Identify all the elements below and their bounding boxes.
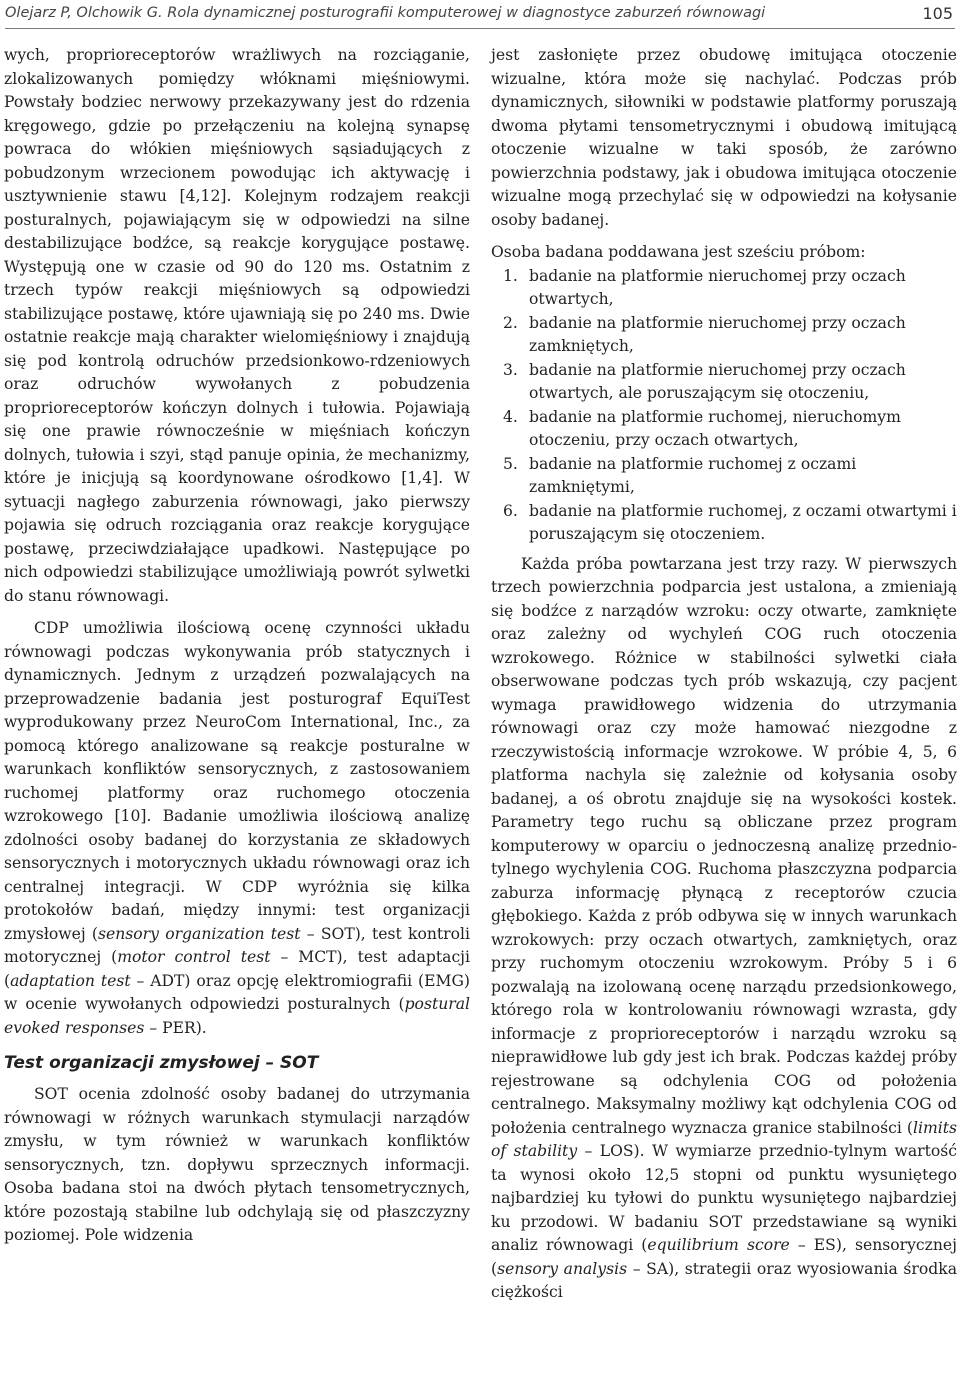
right-column [491, 44, 957, 1305]
text-run: – SOT), test kontroli motorycznej ( [4, 924, 470, 966]
text-run: – SA), strategii oraz wyosiowania środka ciężkości [491, 1259, 957, 1301]
list-text: badanie na platformie nieruchomej przy oczach otwartych, ale poruszającym się otoczeniu, [529, 360, 906, 402]
section-heading-sot: Test organizacji zmysłowej – SOT [4, 1053, 319, 1073]
list-item [491, 453, 957, 500]
list-item [491, 406, 957, 453]
text-run: – ES), sensorycznej ( [491, 1236, 957, 1278]
list-text: badanie na platformie nieruchomej przy oczach zamkniętych, [529, 313, 906, 355]
list-number: 6. [503, 501, 518, 520]
list-number: 2. [503, 313, 518, 332]
term-los: limits of stability [491, 1118, 957, 1160]
list-number: 3. [503, 360, 518, 379]
paragraph-postural-reactions: wych, proprioreceptorów wrażliwych na rozciąganie, zlokalizowanych pomiędzy włóknami mięśniowymi. Powstały bodziec nerwowy przekazywany jest do rdzenia kręgowego, gdzie po przełączeniu na kolejną synapsę powraca do włókien mięśniowych sąsiadujących z pobudzonym wrzecionem powodując ich aktywację i usztywnienie stawu [4,12]. Kolejnym rodzajem reakcji posturalnych, pojawiającym się w odpowiedzi na silne destabilizujące bodźce, są reakcje korygujące postawę. Występują one w czasie od 90 do 120 ms. Ostatnim z trzech typów reakcji mięśniowych są odpowiedzi stabilizujące postawę, które ujawniają się po 240 ms. Dwie ostatnie reakcje mają charakter wielomięśniowy i znajdują się pod kontrolą odruchów przedsionkowo-rdzeniowych oraz odruchów wywołanych z pobudzenia proprioreceptorów kończyn dolnych i tułowia. Pojawiają się one prawie równocześnie w mięśniach kończyn dolnych, tułowia i szyi, stąd panuje opinia, że mechanizmy, które je inicjują są koordynowane ośrodkowo [1,4]. W sytuacji nagłego zaburzenia równowagi, jako pierwszy pojawia się odruch rozciągania oraz reakcje korygujące postawę, przeciwdziałające upadkowi. Następujące po nich odpowiedzi stabilizujące umożliwiają powrót sylwetki do stanu równowagi. [4, 46, 470, 605]
running-title: Olejarz P, Olchowik G. Rola dynamicznej posturografii komputerowej w diagnostyce zaburzeń równowagi [5, 5, 766, 21]
list-number: 5. [503, 454, 518, 473]
term-mct: motor control test [117, 948, 271, 966]
list-item [491, 359, 957, 406]
term-per: postural evoked responses [4, 995, 470, 1037]
running-header [5, 4, 955, 29]
text-run: CDP umożliwia ilościową ocenę czynności układu równowagi podczas wykonywania prób statycznych i dynamicznych. Jednym z urządzeń pozwalających na przeprowadzenie badania jest posturograf EquiTest wyprodukowany przez NeuroCom International, Inc., za pomocą którego analizowane są reakcje posturalne w warunkach konfliktów sensorycznych, z zastosowaniem ruchomej platformy oraz ruchomego otoczenia wzrokowego [10]. Badanie umożliwia ilościową analizę zdolności osoby badanej do korzystania ze składowych sensorycznych i motorycznych układu równowagi oraz ich centralnej integracji. W CDP wyróżnia się kilka protokołów badań, między innymi: test organizacji zmysłowej ( [4, 619, 470, 943]
term-sa: sensory analysis [497, 1259, 628, 1278]
paragraph-cdp [4, 617, 470, 1040]
term-sot: sensory organization test [98, 924, 301, 943]
text-run: – ADT) oraz opcję elektromiografii (EMG) w ocenie wywołanych odpowiedzi posturalnych ( [4, 971, 470, 1013]
list-text: badanie na platformie ruchomej, z oczami otwartymi i poruszającym się otoczeniem. [529, 501, 957, 543]
text-run: – MCT), test adaptacji ( [4, 948, 470, 990]
text-run: – LOS). W wymiarze przednio-tylnym wartość ta wynosi około 12,5 stopni od punktu wysuniętego najbardziej ku tyłowi do punktu wysuniętego najbardziej ku przodowi. W badaniu SOT przedstawiane są wyniki analiz równowagi ( [491, 1142, 958, 1254]
list-number: 4. [503, 407, 518, 426]
list-text: badanie na platformie ruchomej z oczami zamkniętymi, [529, 454, 857, 496]
left-column [4, 44, 470, 1248]
list-text: badanie na platformie nieruchomej przy oczach otwartych, [529, 266, 906, 308]
list-item [491, 500, 957, 547]
text-run: Każda próba powtarzana jest trzy razy. W pierwszych trzech powierzchnia podparcia jest ustalona, a zmieniają się bodźce z narządów wzroku: oczy otwarte, zamknięte oraz zależny od wychyleń COG ruch otoczenia wzrokowego. Różnice w stabilności sylwetki ciała obserwowane podczas tych prób wskazują, czy pacjent wymaga prawidłowego widzenia do utrzymania równowagi oraz czy może hamować niezgodne z rzeczywistością informacje wzrokowe. W próbie 4, 5, 6 platforma nachyla się zależnie od kołysania osoby badanej, a oś obrotu znajduje się na wysokości kostek. Parametry tego ruchu są obliczane przez program komputerowy w oparciu o jednoczesną analizę przednio-tylnego wychylenia COG. Ruchoma płaszczyzna podparcia zaburza informację płynącą z receptorów czucia głębokiego. Każda z prób odbywa się w innych warunkach wzrokowych: przy oczach otwartych, zamkniętych, oraz przy ruchomym otoczeniu wzrokowym. Próby 5 i 6 pozwalają na izolowaną ocenę narządu przedsionkowego, którego rola w kontrolowaniu równowagi wzrasta, gdy informacje z proprioreceptorów i narządu wzroku są nieprawidłowe lub gdy jest ich brak. Podczas każdej próby rejestrowane są odchylenia COG od położenia centralnego. Maksymalny możliwy kąt odchylenia COG od położenia centralnego wyznacza granice stabilności ( [491, 554, 957, 1137]
list-item [491, 312, 957, 359]
text-run: – PER). [144, 1018, 207, 1037]
term-adt: adaptation test [10, 971, 131, 990]
list-item [491, 265, 957, 312]
page-number: 105 [922, 4, 953, 23]
list-text: badanie na platformie ruchomej, nieruchomym otoczeniu, przy oczach otwartych, [529, 407, 901, 449]
term-es: equilibrium score [647, 1236, 790, 1254]
paragraph-sot: SOT ocenia zdolność osoby badanej do utrzymania równowagi w różnych warunkach stymulacji narządów zmysłu, w tym również w warunkach konfliktów sensorycznych, tzn. dopływu sprzecznych informacji. Osoba badana stoi na dwóch płytach tensometrycznych, które pozostają stabilne lub odchylają się od płaszczyzny poziomej. Pole widzenia [4, 1085, 470, 1244]
list-number: 1. [503, 266, 518, 285]
trials-list [491, 265, 957, 547]
paragraph-enclosure: jest zasłonięte przez obudowę imitująca otoczenie wizualne, która może się nachylać. Podczas prób dynamicznych, siłowniki w podstawie platformy poruszają dwoma płytami tensometrycznymi i obudową imitującą otoczenie wizualne w taki sposób, że zarówno powierzchnia podstawy, jak i obudowa imitująca otoczenie wizualne mogą przechylać się w odpowiedzi na kołysanie osoby badanej. [491, 46, 957, 229]
paragraph-six-trials: Osoba badana poddawana jest sześciu próbom: [491, 243, 866, 261]
paragraph-trial-details [491, 553, 957, 1305]
